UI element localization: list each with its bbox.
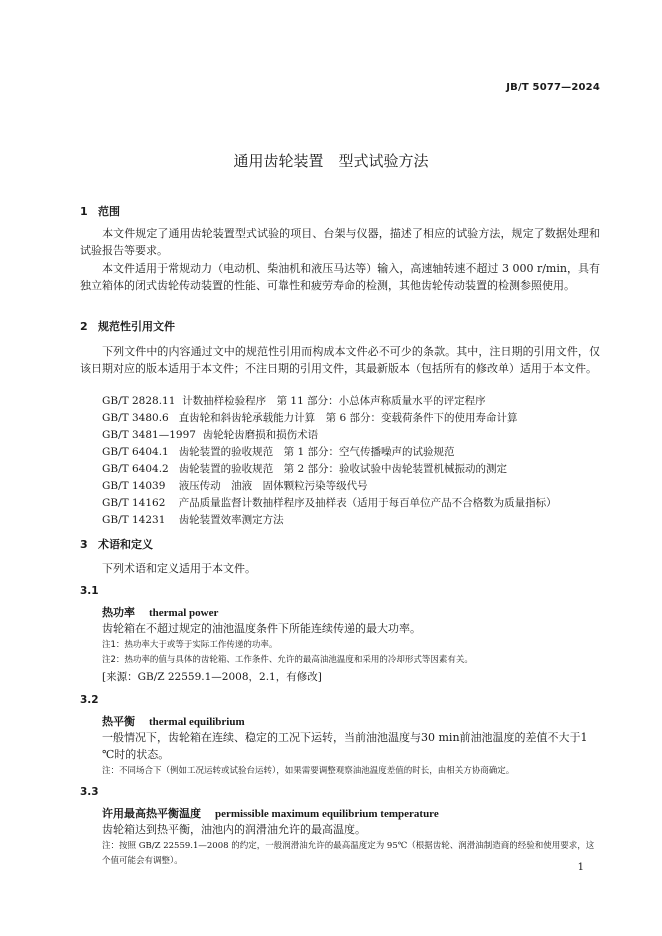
note-text: 不同场合下（例如工况运转或试验台运转），如果需要调整观察油池温度差值的时长，由相关方协商确定。 [119,766,515,776]
reference-code: GB/T 14231 [102,514,166,526]
note [102,653,600,668]
reference-item [102,478,368,495]
note-label: 注： [102,766,120,776]
page-title: 通用齿轮装置 型式试验方法 [233,152,429,170]
reference-code: GB/T 14039 [102,480,166,492]
term-definition: 齿轮箱达到热平衡，油池内的润滑油允许的最高温度。 [102,823,366,836]
section-title: 规范性引用文件 [98,320,175,333]
reference-code: GB/T 3480.6 [102,412,169,424]
paragraph-text: 下列术语和定义适用于本文件。 [102,562,256,575]
term-zh: 许用最高热平衡温度 [102,807,201,820]
reference-title: 产品质量监督计数抽样程序及抽样表（适用于每百单位产品不合格数为质量指标） [178,497,557,509]
term-number: 3.1 [80,585,99,597]
section-number: 2 [80,320,88,333]
page-number: 1 [577,862,584,873]
section-title: 范围 [98,205,120,218]
reference-title: 齿轮装置的验收规范 第 1 部分：空气传播噪声的试验规范 [178,446,455,458]
note [102,638,600,653]
section-number: 1 [80,205,88,218]
paragraph-text: 本文件适用于常规动力（电动机、柴油机和液压马达等）输入，高速轴转速不超过 3 000 r/min，具有独立箱体的闭式齿轮传动装置的性能、可靠性和疲劳寿命的检测，其他齿轮传动装置的检测参照使用。 [80,262,600,292]
reference-item [102,461,507,478]
term-number: 3.2 [80,694,99,706]
reference-title: 液压传动 油液 固体颗粒污染等级代号 [178,480,368,492]
note-label: 注2： [102,655,125,665]
note-text: 按照 GB/Z 22559.1—2008 的约定，一般润滑油允许的最高温度定为 95℃（根据齿轮、润滑油制造商的经验和使用要求，这个值可能会有调整）。 [102,841,595,866]
term-heading [102,713,245,729]
reference-item [102,427,318,444]
paragraph-text: 下列文件中的内容通过文中的规范性引用而构成本文件必不可少的条款。其中，注日期的引用文件，仅该日期对应的版本适用于本文件；不注日期的引用文件，其最新版本（包括所有的修改单）适用于本文件。 [80,345,600,375]
note-text: 热功率大于或等于实际工作传递的功率。 [124,640,278,650]
reference-item [102,393,486,410]
paragraph [80,343,600,377]
reference-code: GB/T 2828.11 [102,395,176,407]
term-definition: 齿轮箱在不超过规定的油池温度条件下所能连续传递的最大功率。 [102,622,421,635]
section-heading-scope [80,203,120,219]
reference-code: GB/T 14162 [102,497,166,509]
document-code: JB/T 5077—2024 [506,82,600,93]
reference-title: 齿轮装置的验收规范 第 2 部分：验收试验中齿轮装置机械振动的测定 [178,463,508,475]
reference-code: GB/T 6404.1 [102,446,169,458]
note [102,839,600,869]
note-label: 注： [102,841,120,851]
term-zh: 热平衡 [102,715,135,728]
note-label: 注1： [102,640,125,650]
paragraph [80,225,600,259]
paragraph-text: 本文件规定了通用齿轮装置型式试验的项目、台架与仪器，描述了相应的试验方法，规定了数据处理和试验报告等要求。 [80,227,600,257]
section-number: 3 [80,538,88,551]
term-en: thermal power [149,607,219,619]
term-heading [102,604,218,620]
term-heading [102,805,439,821]
reference-item [102,444,455,461]
section-heading-normative-references [80,318,175,334]
paragraph [80,560,600,577]
term-en: permissible maximum equilibrium temperature [215,808,439,820]
reference-item [102,512,284,529]
reference-title: 直齿轮和斜齿轮承载能力计算 第 6 部分：变载荷条件下的使用寿命计算 [178,412,518,424]
paragraph [80,260,600,294]
term-number: 3.3 [80,786,99,798]
note-text: 热功率的值与具体的齿轮箱、工作条件、允许的最高油池温度和采用的冷却形式等因素有关。 [124,655,473,665]
section-heading-terms [80,536,153,552]
term-en: thermal equilibrium [149,716,245,728]
reference-title: 齿轮装置效率测定方法 [178,514,284,526]
reference-code: GB/T 3481—1997 [102,429,196,441]
reference-item [102,410,518,427]
term-source: [来源：GB/Z 22559.1—2008，2.1，有修改] [102,671,322,683]
reference-code: GB/T 6404.2 [102,463,169,475]
reference-item [102,495,557,512]
term-zh: 热功率 [102,606,135,619]
note [102,764,600,779]
reference-title: 计数抽样检验程序 第 11 部分：小总体声称质量水平的评定程序 [182,395,486,407]
term-definition: 一般情况下，齿轮箱在连续、稳定的工况下运转，当前油池温度与30 min前油池温度的差值不大于1 ℃时的状态。 [102,731,588,761]
reference-title: 齿轮轮齿磨损和损伤术语 [202,429,319,441]
section-title: 术语和定义 [98,538,153,551]
